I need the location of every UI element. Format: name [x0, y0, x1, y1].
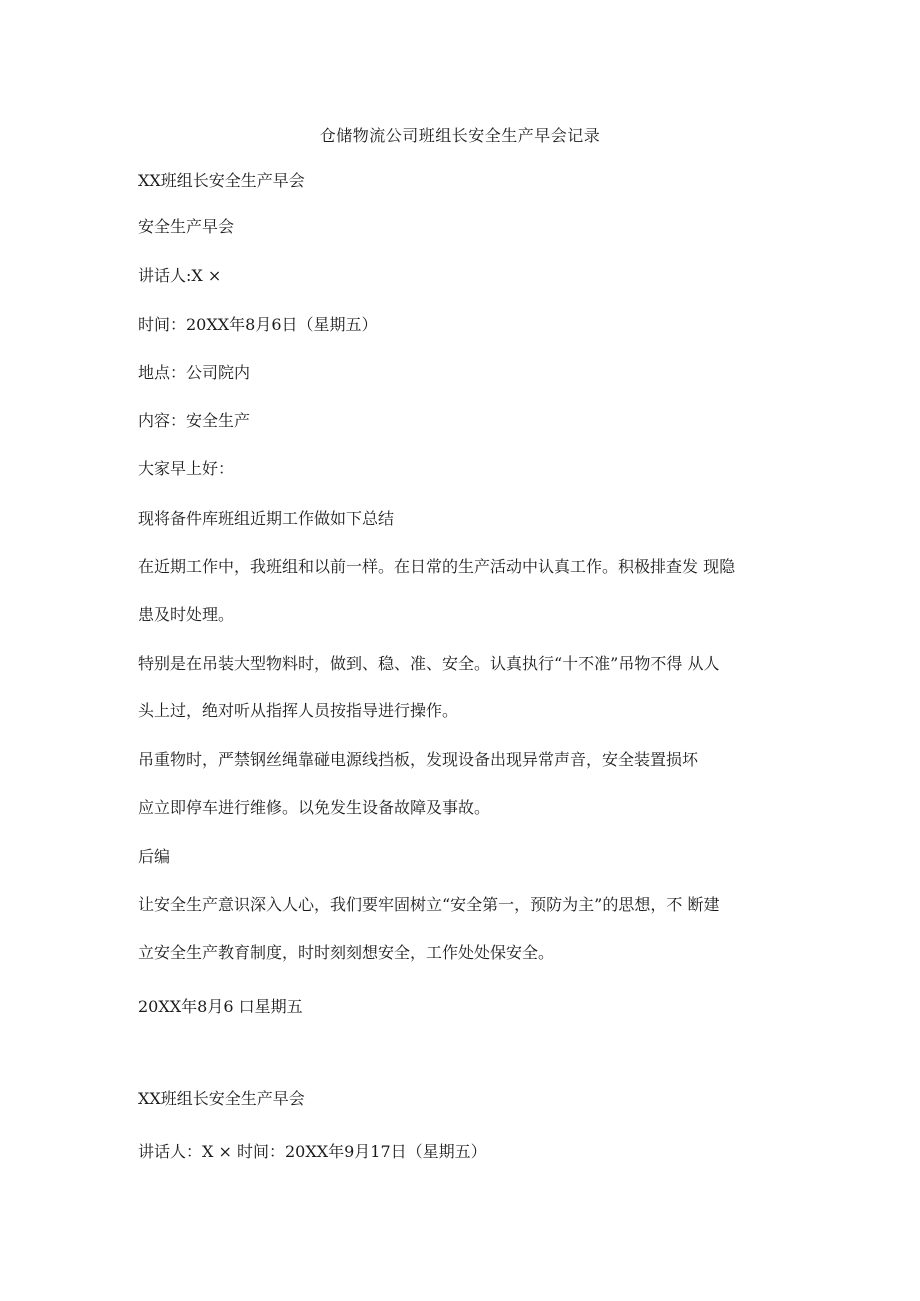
paragraph-line: 让安全生产意识深入人心，我们要牢固树立“安全第一，预防为主”的思想，不 断建	[138, 895, 720, 914]
section-heading: XX班组长安全生产早会	[138, 171, 305, 190]
summary-intro: 现将备件库班组近期工作做如下总结	[138, 509, 395, 528]
location-line: 地点：公司院内	[138, 363, 251, 382]
paragraph-line: 立安全生产教育制度，时时刻刻想安全，工作处处保安全。	[138, 943, 555, 962]
paragraph-line: 应立即停车进行维修。以免发生设备故障及事故。	[138, 798, 491, 817]
document-title: 仓储物流公司班组长安全生产早会记录	[319, 126, 601, 145]
afterword-heading: 后编	[138, 847, 171, 866]
paragraph-line: 在近期工作中，我班组和以前一样。在日常的生产活动中认真工作。积极排查发 现隐	[138, 557, 736, 576]
paragraph-line: 吊重物时，严禁钢丝绳靠碰电源线挡板，发现设备出现异常声音，安全装置损坏	[138, 750, 699, 769]
date-line: 20XX年8月6 口星期五	[138, 997, 303, 1016]
greeting-line: 大家早上好：	[138, 459, 235, 478]
time-line: 时间：20XX年8月6日（星期五）	[138, 315, 378, 334]
speaker-line: 讲话人:X ×	[138, 266, 222, 285]
paragraph-line: 患及时处理。	[138, 605, 235, 624]
content-line: 内容：安全生产	[138, 411, 251, 430]
meeting-subtitle: 安全生产早会	[138, 217, 235, 236]
section-heading: XX班组长安全生产早会	[138, 1089, 305, 1108]
paragraph-line: 头上过，绝对听从指挥人员按指导进行操作。	[138, 701, 459, 720]
speaker-time-line: 讲话人：X × 时间：20XX年9月17日（星期五）	[138, 1142, 487, 1161]
paragraph-line: 特别是在吊装大型物料时，做到、稳、准、安全。认真执行“十不准”吊物不得 从人	[138, 654, 720, 673]
